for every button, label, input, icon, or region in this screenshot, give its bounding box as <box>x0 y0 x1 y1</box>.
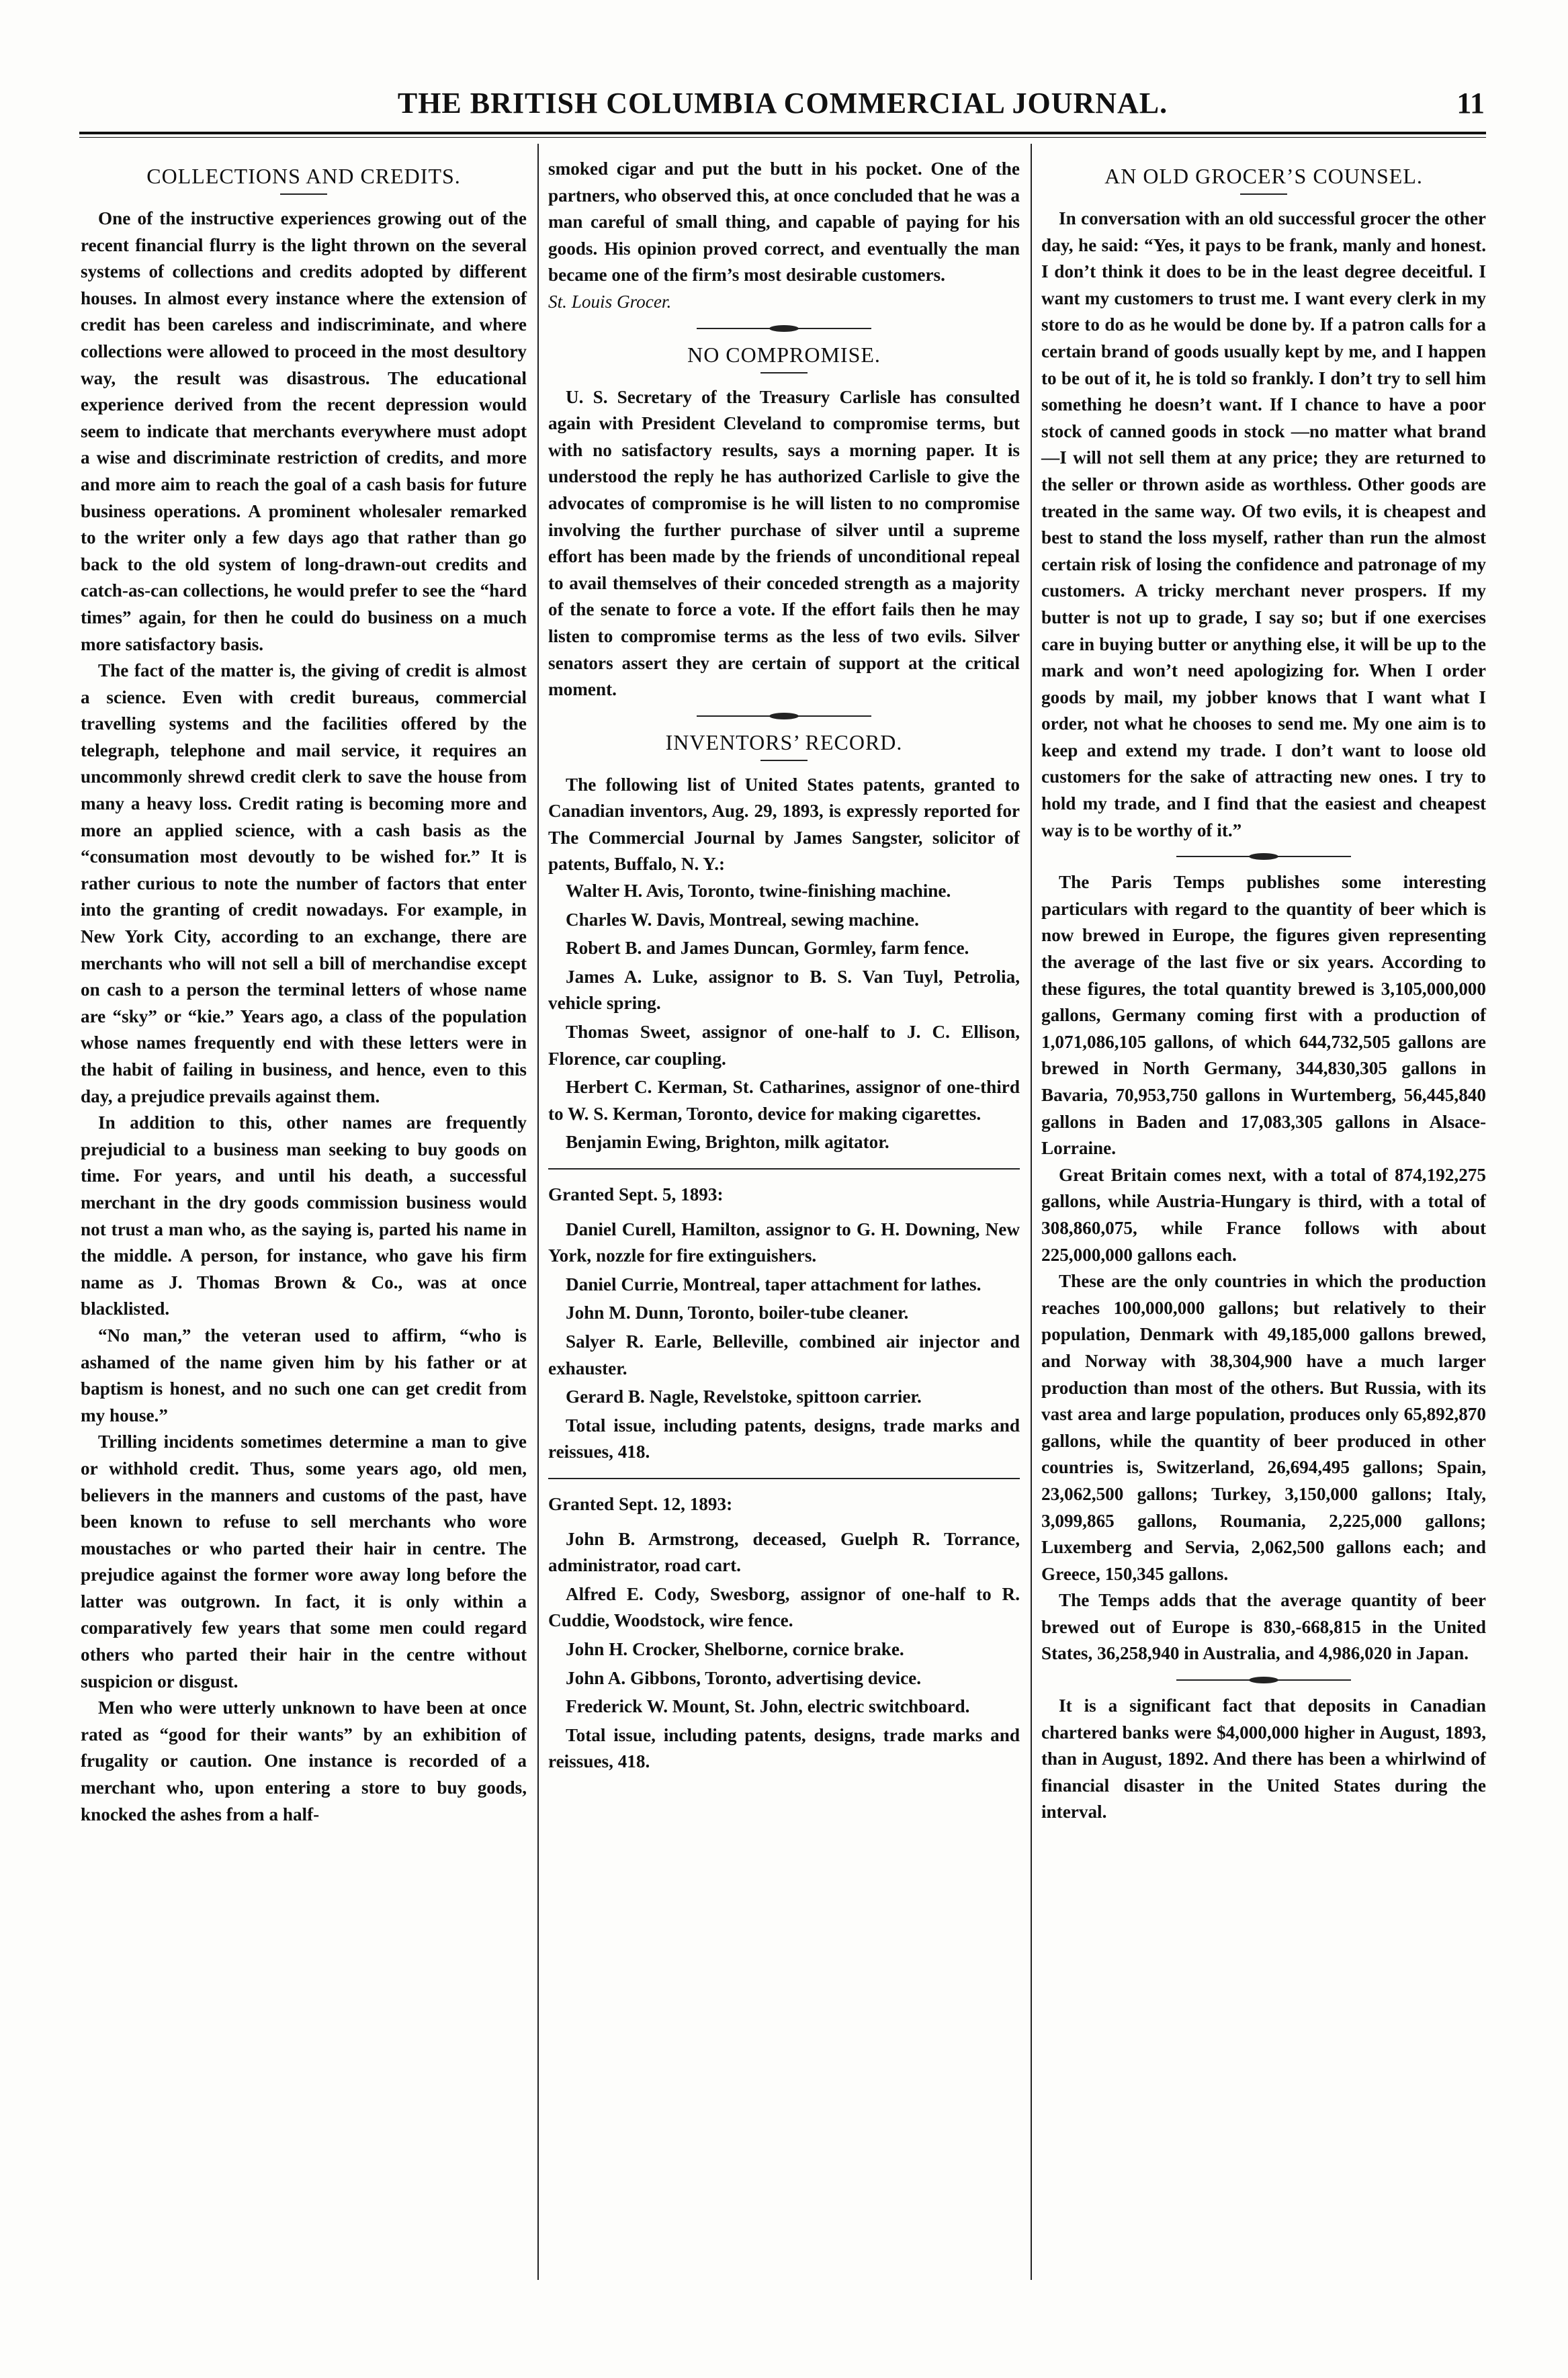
paragraph: The following list of United States patents, granted to Canadian inventors, Aug. 29, 1893, is expressly reported for The Commercial Journal by James Sangster, solicitor of patents, Buffalo, N. Y.: <box>548 774 1020 875</box>
patent-entry: John A. Gibbons, Toronto, advertising device. <box>566 1667 922 1688</box>
page-number: 11 <box>1456 87 1485 120</box>
section-ornament <box>697 325 871 332</box>
patent-entry: Gerard B. Nagle, Revelstoke, spittoon carrier. <box>566 1386 922 1407</box>
source-credit: St. Louis Grocer. <box>548 291 672 312</box>
patent-total: Total issue, including patents, designs, trade marks and reissues, 418. <box>548 1415 1020 1462</box>
paragraph: The fact of the matter is, the giving of credit is almost a science. Even with credit bureaus, commercial travelling systems and the facilities offered by the telegraph, telephone and mail service, it requires an uncommonly shrewd credit clerk to save the house from many a heavy loss. Credit rating is becoming more and more an applied science, with a cash basis as the “consumation most devoutly to be wished for.” It is rather curious to note the number of factors that enter into the granting of credit nowadays. For example, in New York City, according to an exchange, there are merchants who will not sell a bill of merchandise except on cash to a person the terminal letters of whose name are “sky” or “kie.” Years ago, a class of the population whose names frequently end with these letters were in the habit of failing in business, and hence, even to this day, a prejudice prevails against them. <box>81 660 527 1106</box>
paragraph: The Paris Temps publishes some interesting particulars with regard to the quantity of beer which is now brewed in Europe, the figures given representing the average of the last five or six years. According to these figures, the total quantity brewed is 3,105,000,000 gallons, Germany coming first with a production of 1,071,086,105 gallons, of which 644,732,505 gallons are brewed in North Germany, 344,830,305 gallons in Bavaria, 70,953,750 gallons in Wurtemberg, 56,445,840 gallons in Baden and 17,083,305 gallons in Alsace-Lorraine. <box>1041 872 1486 1159</box>
paragraph: “No man,” the veteran used to affirm, “who is ashamed of the name given him by his father or at baptism is honest, and no such one can get credit from my house.” <box>81 1325 527 1425</box>
article-heading-no-compromise: NO COMPROMISE. <box>687 342 881 367</box>
paragraph: U. S. Secretary of the Treasury Carlisle has consulted again with President Cleveland to compromise terms, but with no satisfactory results, says a morning paper. It is understood the reply he has authorized Carlisle to give the advocates of compromise is he will listen to no compromise involving the further purchase of silver until a supreme effort has been made by the friends of unconditional repeal to avail themselves of their conceded strength as a majority of the senate to force a vote. If the effort fails then he may listen to compromise terms as the less of two evils. Silver senators assert they are certain of support at the critical moment. <box>548 386 1020 700</box>
patent-entry: John B. Armstrong, deceased, Guelph R. Torrance, administrator, road cart. <box>548 1528 1020 1576</box>
page-header <box>81 86 1485 126</box>
paragraph: Trilling incidents sometimes determine a man to give or withhold credit. Thus, some years ago, old men, believers in the manners and customs of the past, have been known to refuse to sell merchants who wore moustaches or who parted their hair in centre. The prejudice against the former wore away long before the latter was outgrown. In fact, it is only within a comparatively few years that some men could regard others who parted their hair in the centre without suspicion or disgust. <box>81 1432 527 1691</box>
patent-entry: Charles W. Davis, Montreal, sewing machine. <box>566 909 919 930</box>
column-rule-1 <box>537 144 539 2280</box>
section-ornament <box>1176 1677 1351 1683</box>
heading-rule <box>1240 193 1287 195</box>
heading-rule <box>760 760 808 761</box>
paragraph: smoked cigar and put the butt in his pocket. One of the partners, who observed this, at once concluded that he was a man careful of small thing, and capable of paying for his goods. His opinion proved correct, and eventually the man became one of the firm’s most desirable customers. <box>548 159 1020 285</box>
heading-rule <box>760 372 808 373</box>
column-rule-2 <box>1031 144 1032 2280</box>
column-1 <box>81 156 527 1828</box>
paragraph: These are the only countries in which the production reaches 100,000,000 gallons; but relatively to their population, Denmark with 49,185,000 gallons brewed, and Norway with 38,304,900 have a much larger production than most of the others. But Russia, with its vast area and large population, produces only 65,892,870 gallons, while the quantity of beer produced in other countries is, Switzerland, 26,694,495 gallons; Spain, 23,062,500 gallons; Turkey, 3,150,000 gallons; Italy, 3,099,865 gallons, Roumania, 2,225,000 gallons; Luxemberg and Servia, 2,062,500 gallons each; and Greece, 150,345 gallons. <box>1041 1271 1486 1584</box>
section-divider <box>548 1168 1020 1170</box>
patent-entry: Herbert C. Kerman, St. Catharines, assignor of one-third to W. S. Kerman, Toronto, device for making cigarettes. <box>548 1077 1020 1124</box>
patent-entry: James A. Luke, assignor to B. S. Van Tuyl, Petrolia, vehicle spring. <box>548 966 1020 1014</box>
paragraph: One of the instructive experiences growing out of the recent financial flurry is the light thrown on the several systems of collections and credits adopted by different houses. In almost every instance where the extension of credit has been careless and indiscriminate, and where collections were allowed to proceed in the most desultory way, the result was disastrous. The educational experience derived from the recent depression would seem to indicate that merchants everywhere must adopt a wise and discriminate restriction of credits, and more and more aim to reach the goal of a cash basis for future business operations. A prominent wholesaler remarked to the writer only a few days ago that rather than go back to the old system of long-drawn-out credits and catch-as-can collections, he would prefer to see the “hard times” again, for then he could do business on a much more satisfactory basis. <box>81 208 527 654</box>
patent-entry: Thomas Sweet, assignor of one-half to J. C. Ellison, Florence, car coupling. <box>548 1022 1020 1069</box>
patent-entry: Daniel Curell, Hamilton, assignor to G. H. Downing, New York, nozzle for fire extinguishers. <box>548 1219 1020 1266</box>
patent-entry: Walter H. Avis, Toronto, twine-finishing machine. <box>566 881 951 901</box>
paragraph: It is a significant fact that deposits in Canadian chartered banks were $4,000,000 higher in August, 1893, than in August, 1892. And there has been a whirlwind of financial disaster in the United States during the interval. <box>1041 1696 1486 1822</box>
journal-title: THE BRITISH COLUMBIA COMMERCIAL JOURNAL. <box>397 87 1168 120</box>
header-rule-thin <box>79 137 1486 138</box>
grant-date: Granted Sept. 5, 1893: <box>548 1184 724 1204</box>
patent-entry: Alfred E. Cody, Swesborg, assignor of one-half to R. Cuddie, Woodstock, wire fence. <box>548 1583 1020 1631</box>
article-heading-inventors-record: INVENTORS’ RECORD. <box>665 730 903 754</box>
patent-entry: Daniel Currie, Montreal, taper attachment for lathes. <box>566 1274 982 1294</box>
patent-entry: Frederick W. Mount, St. John, electric switchboard. <box>566 1696 970 1717</box>
patent-entry: Robert B. and James Duncan, Gormley, farm fence. <box>566 938 969 959</box>
paragraph: In conversation with an old successful grocer the other day, he said: “Yes, it pays to be frank, manly and honest. I don’t think it does to be in the least degree deceitful. I want my customers to trust me. I want every clerk in my store to do as he would be done by. If a patron calls for a certain brand of goods usually kept by me, and I happen to be out of it, he is told so frankly. I don’t try to sell him something he doesn’t want. If I chance to have a poor stock of canned goods in stock —no matter what brand—I will not sell them at any price; they are returned to the seller or thrown aside as worthless. Other goods are treated in the same way. Of two evils, it is cheapest and best to stand the loss myself, rather than run the almost certain risk of losing the confidence and patronage of my customers. A tricky merchant never prospers. If my butter is not up to grade, I say so; but if one exercises care in buying butter or anything else, it will be up to the mark and won’t need apologizing for. When I order goods by mail, my jobber knows that I want what I order, not what he chooses to send me. My one aim is to keep and extend my trade. I don’t want to loose old customers for the sake of attracting new ones. I try to hold my trade, and I find that the easiest and cheapest way is to be worthy of it.” <box>1041 208 1486 840</box>
patent-entry: Salyer R. Earle, Belleville, combined air injector and exhauster. <box>548 1331 1020 1378</box>
patent-entry: Benjamin Ewing, Brighton, milk agitator. <box>566 1132 889 1153</box>
paragraph: Great Britain comes next, with a total of 874,192,275 gallons, while Austria-Hungary is third, with a total of 308,860,075, while France follows with about 225,000,000 gallons each. <box>1041 1164 1486 1265</box>
patent-entry: John H. Crocker, Shelborne, cornice brake. <box>566 1638 904 1659</box>
header-rule <box>79 132 1486 134</box>
article-heading-old-grocer: AN OLD GROCER’S COUNSEL. <box>1104 164 1423 188</box>
article-heading-collections: COLLECTIONS AND CREDITS. <box>146 164 461 188</box>
paragraph: Men who were utterly unknown to have been at once rated as “good for their wants” by an exhibition of frugality or caution. One instance is recorded of a merchant who, upon entering a store to buy goods, knocked the ashes from a half- <box>81 1698 527 1824</box>
section-divider <box>548 1478 1020 1479</box>
patent-total: Total issue, including patents, designs, trade marks and reissues, 418. <box>548 1724 1020 1772</box>
grant-date: Granted Sept. 12, 1893: <box>548 1493 733 1514</box>
paragraph: The Temps adds that the average quantity of beer brewed out of Europe is 830,-668,815 in the United States, 36,258,940 in Australia, and 4,986,020 in Japan. <box>1041 1590 1486 1664</box>
column-2 <box>548 156 1020 1777</box>
paragraph: In addition to this, other names are frequently prejudicial to a business man seeking to buy goods on time. For years, and until his death, a successful merchant in the dry goods commission business would not trust a man who, as the saying is, parted his name in the middle. A person, for instance, who gave his firm name as J. Thomas Brown & Co., was at once blacklisted. <box>81 1112 527 1319</box>
section-ornament <box>1176 853 1351 860</box>
patent-entry: John M. Dunn, Toronto, boiler-tube cleaner. <box>566 1303 909 1323</box>
column-3 <box>1041 156 1486 1826</box>
section-ornament <box>697 713 871 719</box>
heading-rule <box>280 193 327 195</box>
